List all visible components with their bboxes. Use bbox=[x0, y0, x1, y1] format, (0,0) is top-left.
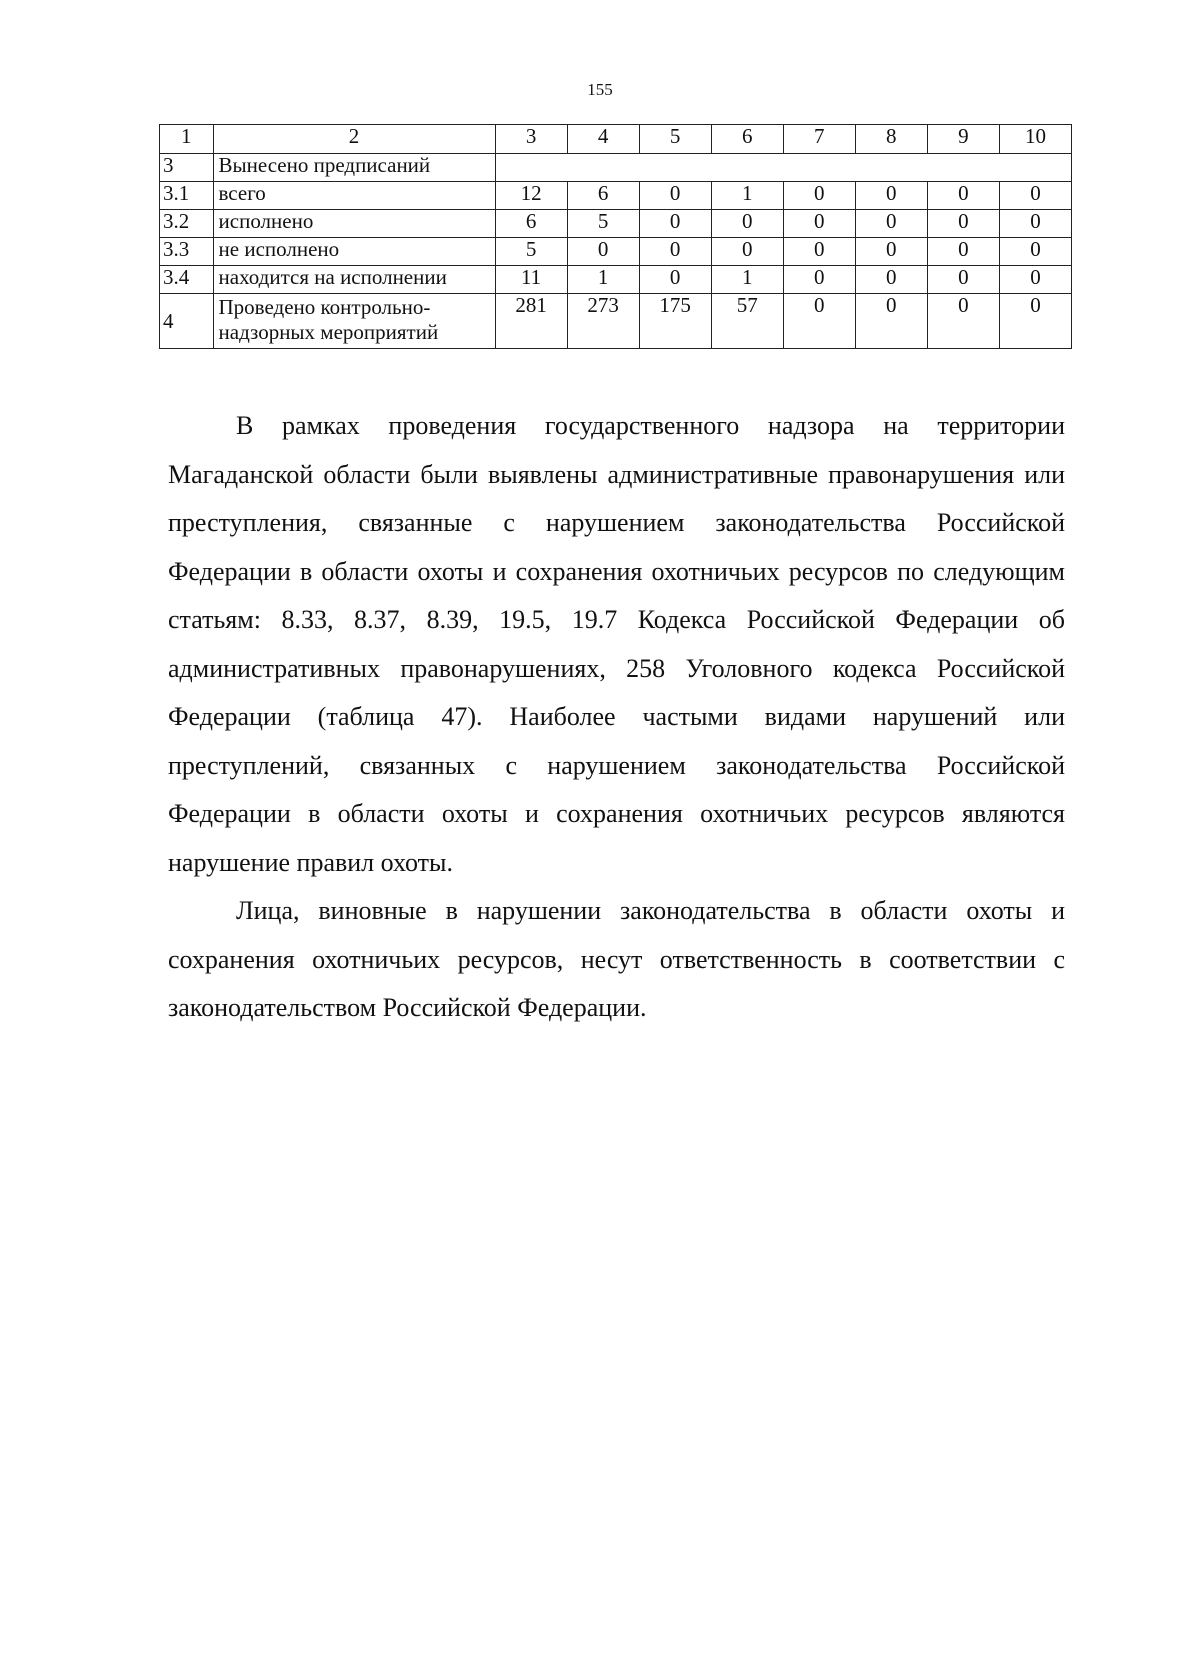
row-index: 3.2 bbox=[160, 210, 214, 238]
column-header: 3 bbox=[495, 125, 567, 154]
table-cell: 0 bbox=[855, 294, 927, 349]
empty-cell bbox=[495, 154, 1071, 182]
table-cell: 0 bbox=[855, 210, 927, 238]
table-cell: 1 bbox=[711, 182, 783, 210]
table-cell: 1 bbox=[567, 266, 639, 294]
row-label: Проведено контрольно-надзорных мероприятий bbox=[213, 294, 495, 349]
column-header: 2 bbox=[213, 125, 495, 154]
column-header: 5 bbox=[639, 125, 711, 154]
column-header: 8 bbox=[855, 125, 927, 154]
row-index: 3.1 bbox=[160, 182, 214, 210]
table-cell: 0 bbox=[783, 266, 855, 294]
page-number: 155 bbox=[587, 80, 613, 99]
table-cell: 0 bbox=[639, 182, 711, 210]
table-cell: 281 bbox=[495, 294, 567, 349]
table-cell: 0 bbox=[783, 182, 855, 210]
column-header: 6 bbox=[711, 125, 783, 154]
table-cell: 0 bbox=[999, 294, 1071, 349]
table-cell: 0 bbox=[783, 238, 855, 266]
table-cell: 0 bbox=[999, 210, 1071, 238]
row-index: 3 bbox=[160, 154, 214, 182]
table-section-row bbox=[160, 154, 1072, 182]
table-row bbox=[160, 238, 1072, 266]
table-row bbox=[160, 266, 1072, 294]
table-cell: 0 bbox=[639, 266, 711, 294]
paragraph: Лица, виновные в нарушении законодательства в области охоты и сохранения охотничьих ресурсов, несут ответственность в соответствии с законодательством Российской Федерации. bbox=[168, 896, 1065, 1022]
table-cell: 6 bbox=[567, 182, 639, 210]
row-label: Вынесено предписаний bbox=[213, 154, 495, 182]
table-header-row bbox=[160, 125, 1072, 154]
row-index: 3.3 bbox=[160, 238, 214, 266]
row-index: 4 bbox=[160, 294, 214, 349]
row-label: всего bbox=[213, 182, 495, 210]
table-cell: 175 bbox=[639, 294, 711, 349]
table-cell: 0 bbox=[639, 238, 711, 266]
table-cell: 0 bbox=[783, 210, 855, 238]
table-cell: 0 bbox=[927, 266, 999, 294]
table-cell: 0 bbox=[927, 238, 999, 266]
column-header: 10 bbox=[999, 125, 1071, 154]
column-header: 7 bbox=[783, 125, 855, 154]
table-cell: 1 bbox=[711, 266, 783, 294]
table-cell: 12 bbox=[495, 182, 567, 210]
table-cell: 57 bbox=[711, 294, 783, 349]
column-header: 4 bbox=[567, 125, 639, 154]
body-text bbox=[168, 402, 1065, 1033]
table-cell: 5 bbox=[567, 210, 639, 238]
table-cell: 0 bbox=[711, 210, 783, 238]
table-cell: 273 bbox=[567, 294, 639, 349]
paragraph: В рамках проведения государственного надзора на территории Магаданской области были выявлены административные правонарушения или преступления, связанные с нарушением законодательства Российской Федерации в области охоты и сохранения охотничьих ресурсов по следующим статьям: 8.33, 8.37, 8.39, 19.5, 19.7 Кодекса Российской Федерации об административных правонарушениях, 258 Уголовного кодекса Российской Федерации (таблица 47). Наиболее частыми видами нарушений или преступлений, связанных с нарушением законодательства Российской Федерации в области охоты и сохранения охотничьих ресурсов являются нарушение правил охоты. bbox=[168, 411, 1065, 877]
table-cell: 0 bbox=[927, 210, 999, 238]
table-cell: 0 bbox=[855, 182, 927, 210]
table-row bbox=[160, 210, 1072, 238]
table-cell: 11 bbox=[495, 266, 567, 294]
table-row bbox=[160, 182, 1072, 210]
table-row bbox=[160, 294, 1072, 349]
table-cell: 0 bbox=[927, 294, 999, 349]
table-cell: 0 bbox=[783, 294, 855, 349]
table-cell: 0 bbox=[639, 210, 711, 238]
row-label: находится на исполнении bbox=[213, 266, 495, 294]
column-header: 1 bbox=[160, 125, 214, 154]
table-cell: 5 bbox=[495, 238, 567, 266]
row-label: не исполнено bbox=[213, 238, 495, 266]
data-table bbox=[159, 124, 1072, 349]
table-cell: 0 bbox=[999, 266, 1071, 294]
table-cell: 0 bbox=[711, 238, 783, 266]
table-cell: 0 bbox=[567, 238, 639, 266]
table-cell: 0 bbox=[927, 182, 999, 210]
table-cell: 0 bbox=[855, 238, 927, 266]
row-index: 3.4 bbox=[160, 266, 214, 294]
column-header: 9 bbox=[927, 125, 999, 154]
table-cell: 0 bbox=[855, 266, 927, 294]
table-cell: 0 bbox=[999, 182, 1071, 210]
table-cell: 6 bbox=[495, 210, 567, 238]
table-cell: 0 bbox=[999, 238, 1071, 266]
row-label: исполнено bbox=[213, 210, 495, 238]
